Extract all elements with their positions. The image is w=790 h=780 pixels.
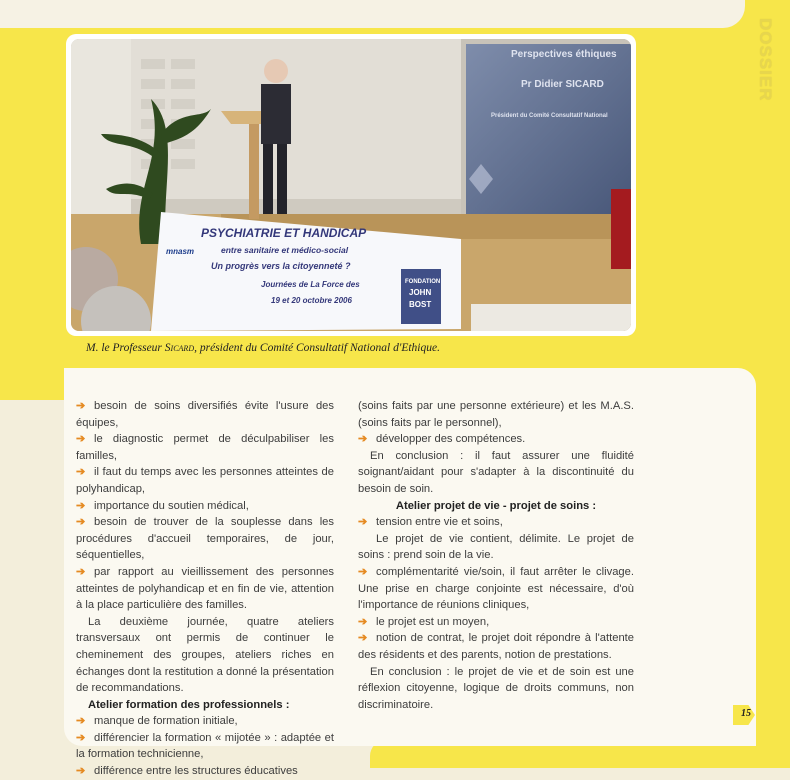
bullet-text: importance du soutien médical, <box>94 499 249 512</box>
orange-arrow-icon: ➔ <box>76 731 86 744</box>
orange-arrow-icon: ➔ <box>76 433 86 446</box>
paragraph-text: La deuxième journée, quatre ateliers transversaux ont permis de continuer le cheminement des groupes, ateliers riches en échanges dont la restitution a donné la présentation de recommandations. <box>76 615 334 695</box>
orange-arrow-icon: ➔ <box>76 466 86 479</box>
caption-prefix: M. le Professeur <box>86 342 165 354</box>
bullet-item <box>358 514 634 531</box>
orange-arrow-icon: ➔ <box>358 565 368 578</box>
bullet-item <box>76 398 334 431</box>
banner-logo-right-3: BOST <box>409 300 432 309</box>
orange-arrow-icon: ➔ <box>358 615 368 628</box>
paragraph <box>358 664 634 714</box>
photo-caption <box>86 342 626 354</box>
bullet-text: notion de contrat, le projet doit répondre à l'attente des résidents et des parents, notion de prestations. <box>358 632 634 661</box>
bullet-text: développer des compétences. <box>376 433 526 446</box>
bullet-item <box>76 730 334 763</box>
orange-arrow-icon: ➔ <box>76 516 86 529</box>
speaker <box>261 84 291 144</box>
section-heading <box>358 498 634 515</box>
orange-arrow-icon: ➔ <box>358 433 368 446</box>
banner-line-2: entre sanitaire et médico-social <box>221 245 349 255</box>
orange-arrow-icon: ➔ <box>76 400 86 412</box>
bullet-item <box>76 713 334 730</box>
bullet-text: par rapport au vieillissement des personnes atteintes de polyhandicap et en fin de vie, attention à la place particulière des familles. <box>76 565 334 612</box>
banner-logo-left: mnasm <box>166 247 195 256</box>
orange-arrow-icon: ➔ <box>358 516 368 529</box>
paragraph-text: (soins faits par une personne extérieure) et les M.A.S. (soins faits par le personnel), <box>358 400 634 429</box>
orange-arrow-icon: ➔ <box>358 632 368 645</box>
conference-photo <box>71 39 631 331</box>
screen-line-3: Président du Comité Consultatif National <box>491 113 608 119</box>
sub-line <box>358 531 634 564</box>
banner-line-5: 19 et 20 octobre 2006 <box>271 296 352 305</box>
bullet-text: il faut du temps avec les personnes atteintes de polyhandicap, <box>76 466 334 495</box>
section-label: DOSSIER <box>756 18 775 102</box>
bullet-item <box>76 498 334 515</box>
bullet-item <box>358 431 634 448</box>
banner-line-1: PSYCHIATRIE ET HANDICAP <box>201 226 367 240</box>
photo-frame <box>66 34 636 336</box>
previous-page-edge <box>0 0 745 28</box>
bullet-text: tension entre vie et soins, <box>376 516 503 529</box>
orange-arrow-icon: ➔ <box>76 565 86 578</box>
bullet-item <box>358 630 634 663</box>
bullet-item <box>76 431 334 464</box>
banner-line-3: Un progrès vers la citoyenneté ? <box>211 261 351 271</box>
bullet-item <box>76 514 334 564</box>
bullet-item <box>76 763 334 780</box>
bullet-item <box>76 464 334 497</box>
caption-suffix: , président du Comité Consultatif National d'Ethique. <box>194 342 440 354</box>
caption-name: Sicard <box>164 342 195 354</box>
paragraph-text: En conclusion : le projet de vie et de soin est une réflexion citoyenne, logique de droits communs, non discriminatoire. <box>358 665 634 711</box>
bullet-item <box>76 564 334 614</box>
heading-text: Atelier formation des professionnels : <box>88 698 290 711</box>
heading-text: Atelier projet de vie - projet de soins : <box>395 499 597 512</box>
bullet-text: différencier la formation « mijotée » : adaptée et la formation technicienne, <box>76 731 334 761</box>
bullet-item <box>358 564 634 614</box>
banner-logo-right-1: FONDATION <box>405 279 441 285</box>
bullet-item <box>358 614 634 631</box>
bullet-text: besoin de soins diversifiés évite l'usure des équipes, <box>76 400 334 429</box>
page-number: 15 <box>741 708 751 719</box>
bullet-text: différence entre les structures éducatives <box>94 765 298 778</box>
orange-arrow-icon: ➔ <box>76 715 86 728</box>
right-text-column <box>358 398 634 713</box>
bullet-text: besoin de trouver de la souplesse dans les procédures d'accueil temporaires, de jour, séquentielles, <box>76 516 334 562</box>
paragraph-text: En conclusion : il faut assurer une fluidité soignant/aidant pour s'adapter à la discontinuité du besoin de soin. <box>358 449 634 495</box>
bullet-text: le diagnostic permet de déculpabiliser les familles, <box>76 433 334 462</box>
bullet-text: complémentarité vie/soin, il faut arrêter le clivage. Une prise en charge conjointe est nécessaire, d'où l'importance de réunions cliniques, <box>358 565 634 612</box>
bullet-text: le projet est un moyen, <box>376 615 490 628</box>
left-text-column <box>76 398 334 780</box>
banner-logo-right-2: JOHN <box>409 288 432 297</box>
bullet-text: manque de formation initiale, <box>94 715 238 728</box>
paragraph <box>76 614 334 697</box>
orange-arrow-icon: ➔ <box>76 765 86 778</box>
paragraph <box>358 448 634 498</box>
continuation-text <box>358 398 634 431</box>
screen-line-1: Perspectives éthiques <box>511 49 617 60</box>
banner-line-4: Journées de La Force des <box>261 280 360 289</box>
conference-scene <box>71 39 631 331</box>
paragraph-text: Le projet de vie contient, délimite. Le projet de soins : prend soin de la vie. <box>358 532 634 562</box>
screen-line-2: Pr Didier SICARD <box>521 79 604 90</box>
orange-arrow-icon: ➔ <box>76 499 86 512</box>
section-heading <box>76 697 334 714</box>
